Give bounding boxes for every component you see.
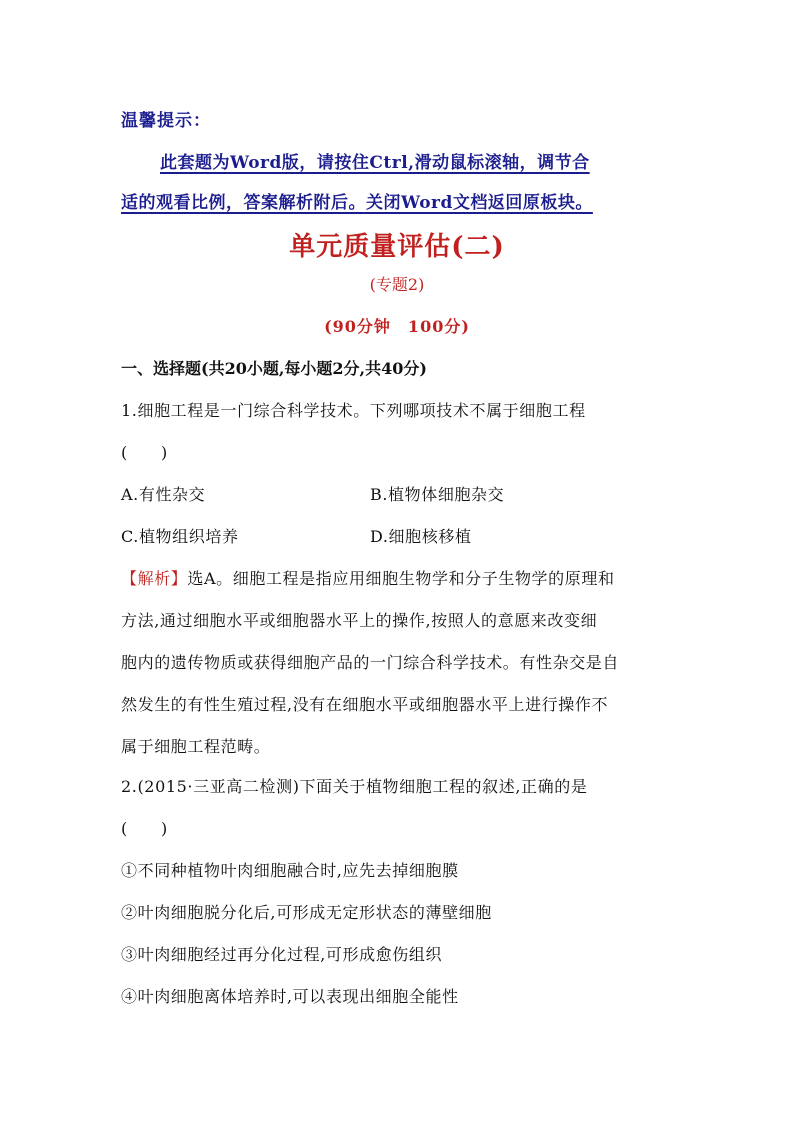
question-1-analysis-line-1 bbox=[121, 566, 615, 589]
analysis-tag: 【解析】 bbox=[121, 569, 188, 588]
question-1-option-c: C.植物组织培养 bbox=[121, 527, 239, 546]
question-2-statement-4: ④叶肉细胞离体培养时,可以表现出细胞全能性 bbox=[121, 987, 459, 1006]
question-1-option-d: D.细胞核移植 bbox=[370, 527, 472, 546]
time-and-score: (90分钟 100分) bbox=[324, 317, 470, 336]
question-2-statement-3: ③叶肉细胞经过再分化过程,可形成愈伤组织 bbox=[121, 945, 443, 964]
question-1-analysis-line-2: 方法,通过细胞水平或细胞器水平上的操作,按照人的意愿来改变细 bbox=[121, 611, 598, 630]
question-1-blank: ( ) bbox=[121, 443, 168, 462]
question-2-statement-1: ①不同种植物叶肉细胞融合时,应先去掉细胞膜 bbox=[121, 861, 459, 880]
document-title: 单元质量评估(二) bbox=[289, 232, 505, 262]
question-1-analysis-line-5: 属于细胞工程范畴。 bbox=[121, 737, 271, 756]
question-1-stem: 1.细胞工程是一门综合科学技术。下列哪项技术不属于细胞工程 bbox=[121, 401, 586, 420]
question-1-option-a: A.有性杂交 bbox=[121, 485, 206, 504]
question-1-option-b: B.植物体细胞杂交 bbox=[370, 485, 505, 504]
tip-line-2: 适的观看比例，答案解析附后。关闭Word文档返回原板块。 bbox=[121, 193, 593, 213]
analysis-text: 选A。细胞工程是指应用细胞生物学和分子生物学的原理和 bbox=[187, 569, 615, 588]
document-subtitle: (专题2) bbox=[369, 275, 425, 294]
question-2-statement-2: ②叶肉细胞脱分化后,可形成无定形状态的薄壁细胞 bbox=[121, 903, 492, 922]
question-1-analysis-line-4: 然发生的有性生殖过程,没有在细胞水平或细胞器水平上进行操作不 bbox=[121, 695, 609, 714]
question-1-analysis-line-3: 胞内的遗传物质或获得细胞产品的一门综合科学技术。有性杂交是自 bbox=[121, 653, 620, 672]
question-2-blank: ( ) bbox=[121, 819, 168, 838]
section-heading: 一、选择题(共20小题,每小题2分,共40分) bbox=[121, 359, 427, 378]
question-2-stem: 2.(2015·三亚高二检测)下面关于植物细胞工程的叙述,正确的是 bbox=[121, 777, 588, 796]
tip-title: 温馨提示： bbox=[121, 111, 211, 131]
tip-line-1: 此套题为Word版，请按住Ctrl,滑动鼠标滚轴，调节合 bbox=[160, 153, 590, 173]
